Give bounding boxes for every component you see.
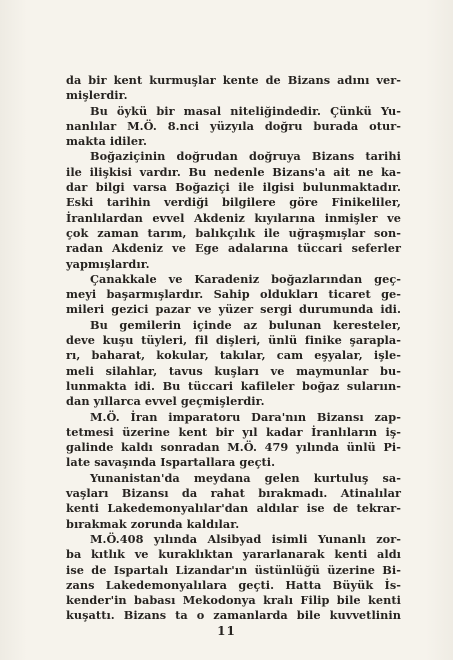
text-line: makta idiler.: [66, 134, 148, 149]
text-line: meli silahlar, tavus kuşları ve maymunlar bu-: [66, 363, 401, 378]
text-line: M.Ö.408 yılında Alsibyad isimli Yunanlı zor-: [90, 531, 401, 546]
text-line: late savaşında Ispartallara geçti.: [66, 455, 276, 470]
text-line: meyi başarmışlardır. Sahip oldukları ticaret ge-: [66, 287, 401, 302]
text-line: deve kuşu tüyleri, fil dişleri, ünlü finike şarapla-: [66, 333, 401, 348]
text-line: radan Akdeniz ve Ege adalarına tüccari seferler: [66, 241, 401, 256]
text-line: nanlılar M.Ö. 8.nci yüzyıla doğru burada otur-: [66, 118, 401, 133]
text-line: kenti Lakedemonyalılar'dan aldılar ise de tekrar-: [66, 501, 401, 516]
text-line: mişlerdir.: [66, 88, 128, 103]
text-line: yapmışlardır.: [66, 256, 150, 271]
page-number: 11: [217, 624, 236, 638]
text-line: ise de Ispartalı Lizandar'ın üstünlüğü üzerine Bi-: [66, 562, 401, 577]
text-line: tetmesi üzerine kent bir yıl kadar İranlıların iş-: [66, 424, 401, 439]
text-line: lunmakta idi. Bu tüccari kafileler boğaz sularıın-: [66, 378, 401, 393]
text-line: Çanakkale ve Karadeniz boğazlarından geç-: [90, 271, 401, 286]
text-line: ile ilişkisi vardır. Bu nedenle Bizans'a ait ne ka-: [66, 164, 401, 179]
text-line: mileri gezici pazar ve yüzer sergi durumunda idi.: [66, 302, 401, 317]
text-line: ba kıtlık ve kuraklıktan yararlanarak kenti aldı: [66, 547, 401, 562]
body-text: [66, 73, 401, 624]
text-line: Yunanistan'da meydana gelen kurtuluş sa-: [90, 470, 401, 485]
text-line: Bu gemilerin içinde az bulunan keresteler,: [90, 317, 401, 332]
text-line: bırakmak zorunda kaldılar.: [66, 516, 240, 531]
text-line: M.Ö. İran imparatoru Dara'nın Bizansı zap-: [90, 409, 401, 424]
text-line: vaşları Bizansı da rahat bırakmadı. Atinalılar: [66, 486, 401, 501]
text-line: Boğaziçinin doğrudan doğruya Bizans tarihi: [90, 149, 401, 164]
text-line: kuşattı. Bizans ta o zamanlarda bile kuvvetlinin: [66, 608, 401, 623]
text-line: zans Lakedemonyalılara geçti. Hatta Büyük İs-: [66, 577, 401, 592]
text-line: rı, baharat, kokular, takılar, cam eşyalar, işle-: [66, 348, 401, 363]
text-line: dar bilgi varsa Boğaziçi ile ilgisi bulunmaktadır.: [66, 180, 401, 195]
text-line: Bu öykü bir masal niteliğindedir. Çünkü Yu-: [90, 103, 401, 118]
text-line: galinde kaldı sonradan M.Ö. 479 yılında ünlü Pi-: [66, 440, 401, 455]
text-line: kender'in babası Mekodonya kralı Filip bile kenti: [66, 593, 401, 608]
text-line: çok zaman tarım, balıkçılık ile uğraşmışlar son-: [66, 225, 401, 240]
text-line: Eski tarihin verdiği bilgilere göre Finikeliler,: [66, 195, 401, 210]
text-line: dan yıllarca evvel geçmişlerdir.: [66, 394, 265, 409]
text-line: İranlılardan evvel Akdeniz kıyılarına inmişler ve: [66, 210, 401, 225]
text-line: da bir kent kurmuşlar kente de Bizans adını ver-: [66, 73, 401, 87]
